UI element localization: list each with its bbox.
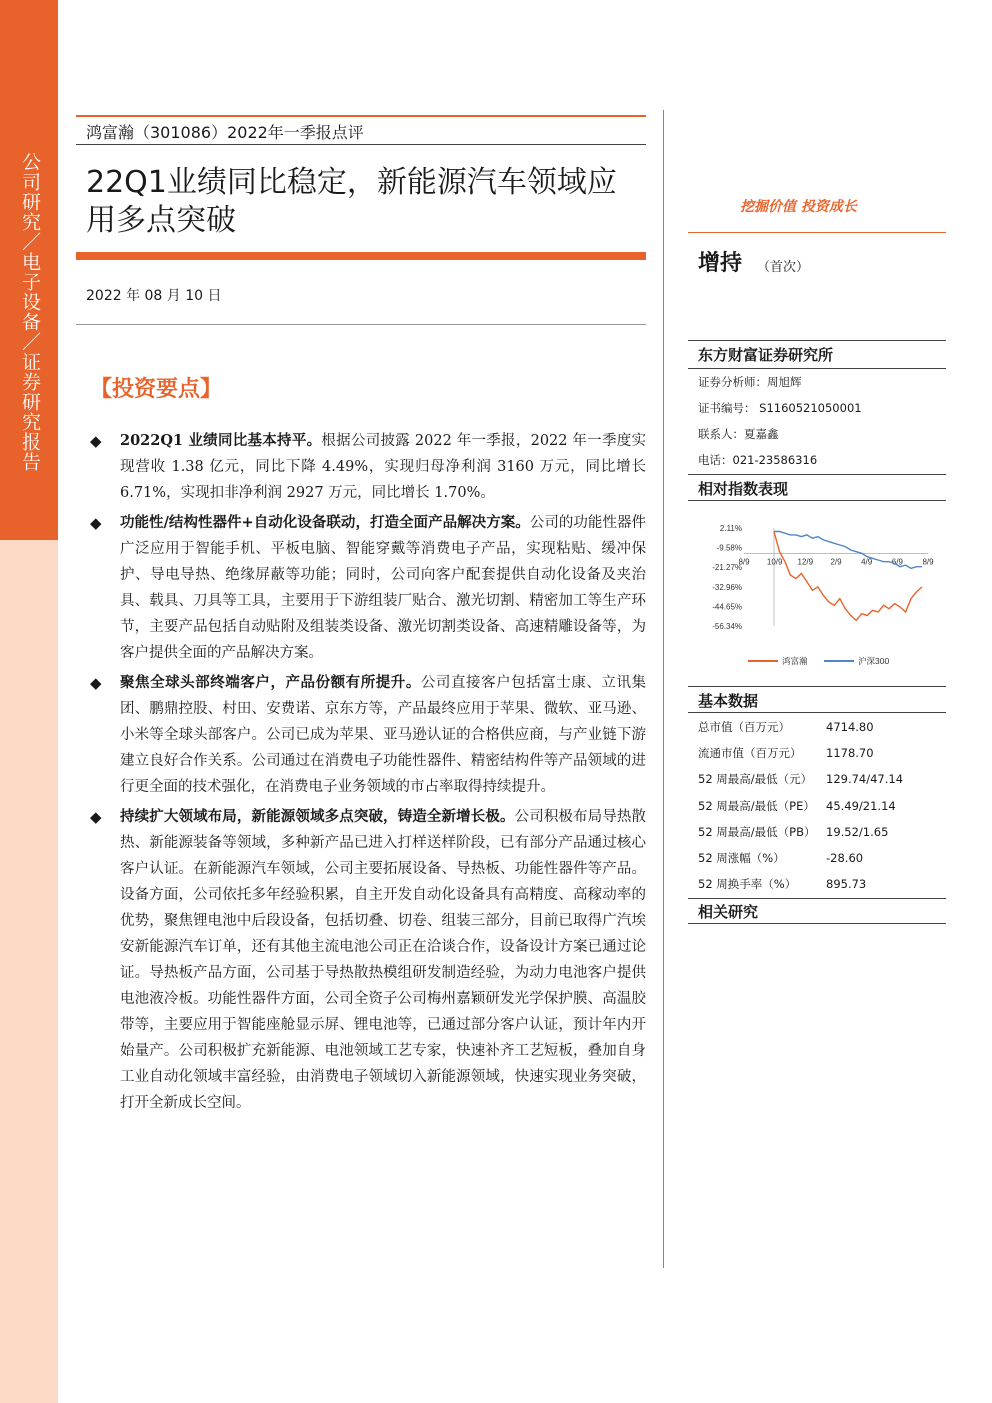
- x-tick-label: 4/9: [861, 557, 873, 567]
- row-key: 流通市值（百万元）: [698, 746, 802, 761]
- row-key: 52 周最高/最低（元）: [698, 772, 813, 787]
- row-value: 895.73: [826, 877, 867, 892]
- rule: [688, 340, 946, 341]
- table-row: [698, 793, 946, 819]
- point-item: [90, 428, 646, 506]
- cert-number: 证书编号： S1160521050001: [698, 401, 862, 415]
- x-tick-label: 6/9: [891, 557, 903, 567]
- table-row: [698, 740, 946, 766]
- rating: 增持: [698, 251, 743, 276]
- y-tick-label: 2.11%: [719, 524, 742, 533]
- y-tick-label: -44.65%: [712, 602, 742, 612]
- row-value: 4714.80: [826, 720, 874, 734]
- rating-note: （首次）: [757, 260, 810, 275]
- point-item: [90, 510, 646, 666]
- rule: [688, 500, 946, 501]
- row-value: 1178.70: [826, 746, 874, 761]
- rule: [688, 474, 946, 475]
- row-key: 52 周最高/最低（PE）: [698, 798, 815, 813]
- header-top-rule: [76, 115, 646, 117]
- row-value: 45.49/21.14: [826, 798, 896, 813]
- point-body: 公司积极布局导热散热、新能源装备等领域，多种新产品已进入打样送样阶段，已有部分产品通过核心客户认证。在新能源汽车领域，公司主要拓展设备、导热板、功能性器件等产品。设备方面，公司依托多年经验积累，自主开发自动化设备具有高精度、高稼动率的优势，聚焦锂电池中后段设备，包括切叠、切卷、组装三部分，目前已取得广汽埃安新能源汽车订单，还有其他主流电池公司正在洽谈合作，设备设计方案已通过论证。导热板产品方面，公司基于导热散热模组研发制造经验，为动力电池客户提供电池液冷板。功能性器件方面，公司全资子公司梅州嘉颖研发光学保护膜、高温胶带等，主要应用于智能座舱显示屏、锂电池等，已通过部分客户认证，预计年内开始量产。公司积极扩充新能源、电池领域工艺专家，快速补齐工艺短板，叠加自身工业自动化领域丰富经验，由消费电子领域切入新能源领域，快速实现业务突破，打开全新成长空间。: [120, 809, 647, 1111]
- y-tick-label: -21.27%: [712, 563, 742, 573]
- relative-index-chart: [688, 510, 946, 675]
- related-research-heading: 相关研究: [698, 903, 759, 921]
- y-tick-label: -56.34%: [712, 622, 742, 631]
- point-lead: 聚焦全球头部终端客户，产品份额有所提升。: [120, 674, 421, 691]
- phone: 电话：021-23586316: [698, 453, 818, 467]
- basic-data-table: [698, 714, 946, 897]
- report-title: 22Q1业绩同比稳定，新能源汽车领域应用多点突破: [86, 165, 617, 238]
- rule: [688, 368, 946, 369]
- point-item: [90, 670, 646, 800]
- rule: [688, 923, 946, 924]
- title-rule: [76, 252, 646, 260]
- report-subtitle: 鸿富瀚（301086）2022年一季报点评: [86, 123, 364, 142]
- y-tick-label: -32.96%: [712, 582, 742, 592]
- x-tick-label: 10/9: [766, 557, 783, 567]
- table-row: [698, 845, 946, 871]
- point-lead: 2022Q1 业绩同比基本持平。: [120, 432, 322, 449]
- rule: [688, 232, 946, 233]
- x-tick-label: 8/9: [922, 557, 934, 567]
- x-tick-label: 12/9: [797, 557, 814, 567]
- analyst: 证券分析师：周旭辉: [698, 375, 802, 389]
- point-body: 公司直接客户包括富士康、立讯集团、鹏鼎控股、村田、安费诺、京东方等，产品最终应用于苹果、微软、亚马逊、小米等全球头部客户。公司已成为苹果、亚马逊认证的合格供应商，与产业链下游建立良好合作关系。公司通过在消费电子功能性器件、精密结构件等产品领域的进行更全面的技术强化，在消费电子业务领域的市占率取得持续提升。: [120, 675, 647, 795]
- sidebar-category: 公司研究／电子设备／证券研究报告: [19, 152, 41, 472]
- section-heading: 【投资要点】: [90, 376, 223, 402]
- diamond-bullet-icon: ◆: [90, 514, 102, 532]
- investment-points: [90, 428, 646, 1120]
- diamond-bullet-icon: ◆: [90, 808, 102, 826]
- row-key: 总市值（百万元）: [698, 720, 790, 734]
- rule: [688, 686, 946, 687]
- table-row: [698, 766, 946, 792]
- row-value: -28.60: [826, 850, 864, 865]
- legend-label: 鸿富瀚: [782, 656, 808, 666]
- diamond-bullet-icon: ◆: [90, 432, 102, 450]
- x-tick-label: 8/9: [738, 557, 750, 567]
- row-value: 129.74/47.14: [826, 772, 904, 787]
- broker-name: 东方财富证券研究所: [698, 346, 834, 364]
- contact-person: 联系人：夏嘉鑫: [698, 427, 779, 441]
- point-lead: 功能性/结构性器件+自动化设备联动，打造全面产品解决方案。: [120, 514, 530, 531]
- y-tick-label: -9.58%: [716, 543, 742, 553]
- slogan: 挖掘价值 投资成长: [740, 199, 857, 215]
- legend-label: 沪深300: [858, 656, 890, 666]
- row-value: 19.52/1.65: [826, 824, 889, 839]
- table-row: [698, 819, 946, 845]
- point-body: 公司的功能性器件广泛应用于智能手机、平板电脑、智能穿戴等消费电子产品，实现粘贴、缓冲保护、导电导热、绝缘屏蔽等功能；同时，公司向客户配套提供自动化设备及夹治具、载具、刀具等工具，主要用于下游组装厂贴合、激光切割、精密加工等生产环节，主要产品包括自动贴附及组装类设备、激光切割类设备、高速精雕设备等，为客户提供全面的产品解决方案。: [120, 515, 647, 661]
- row-key: 52 周最高/最低（PB）: [698, 824, 816, 839]
- date-rule: [76, 324, 646, 325]
- header-rule: [76, 144, 646, 145]
- rule: [688, 898, 946, 899]
- chart-heading: 相对指数表现: [698, 480, 789, 498]
- point-item: [90, 804, 646, 1116]
- point-lead: 持续扩大领域布局，新能源领域多点突破，铸造全新增长极。: [120, 808, 515, 825]
- x-tick-label: 2/9: [830, 557, 842, 567]
- table-row: [698, 714, 946, 740]
- column-divider: [663, 110, 664, 1268]
- row-key: 52 周换手率（%）: [698, 877, 797, 892]
- basic-data-heading: 基本数据: [698, 692, 759, 710]
- rule: [688, 712, 946, 713]
- table-row: [698, 871, 946, 897]
- diamond-bullet-icon: ◆: [90, 674, 102, 692]
- report-date: 2022 年 08 月 10 日: [86, 288, 222, 304]
- row-key: 52 周涨幅（%）: [698, 850, 785, 865]
- point-body: 根据公司披露 2022 年一季报，2022 年一季度实现营收 1.38 亿元，同比下降 4.49%，实现归母净利润 3160 万元，同比增长 6.71%，实现扣非净利润 2927 万元，同比增长 1.70%。: [120, 433, 646, 501]
- series-line-hongfuhan: [774, 532, 922, 621]
